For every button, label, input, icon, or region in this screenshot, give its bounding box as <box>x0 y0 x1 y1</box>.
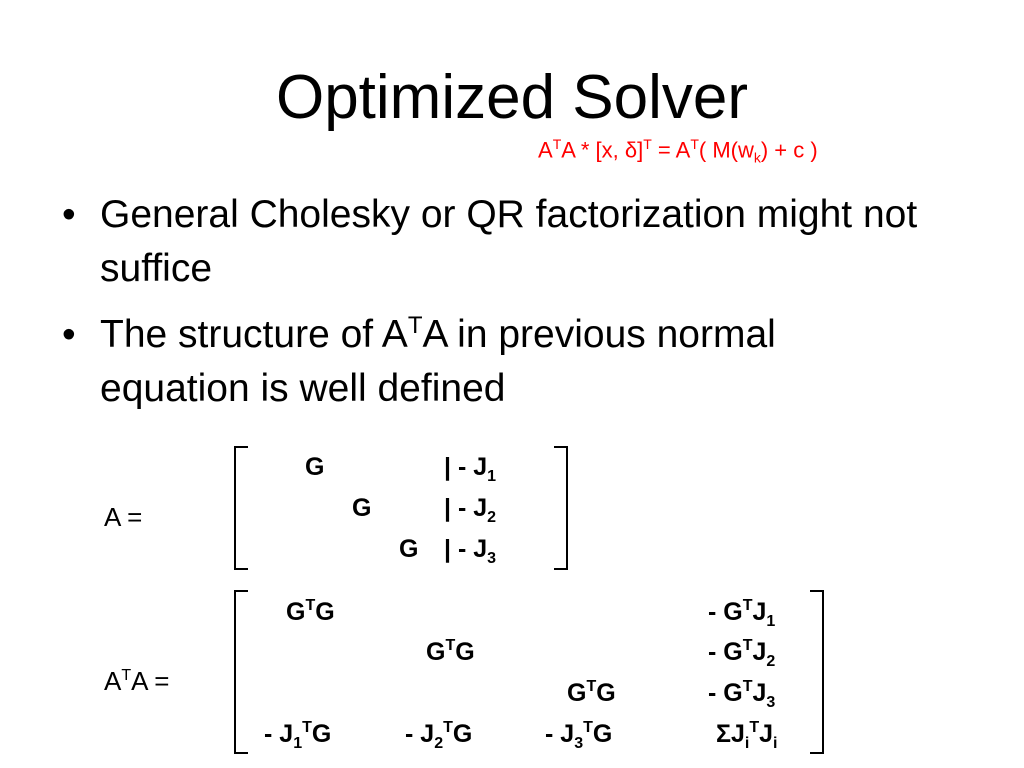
bullet-text: General Cholesky or QR factorization might not suffice <box>100 193 918 290</box>
matrix-ata-cell: $G^TG$ <box>286 597 335 626</box>
bullet-marker: • <box>62 313 76 356</box>
matrix-ata-cell: - $G^TJ_2$ <box>708 637 776 670</box>
matrix-ata-cell: $G^TG$ <box>426 637 475 666</box>
matrix-ata-cell: $\Sigma J_i^TJ_i$ <box>716 719 778 752</box>
matrix-ata-cell: $G^TG$ <box>567 678 616 707</box>
matrix-a-cell: | - $J_1$ <box>444 453 497 485</box>
matrix-ata-cell: - $J_1^TG$ <box>264 719 332 752</box>
matrix-a-left-bracket <box>234 446 248 570</box>
matrix-a-cell: | - $J_3$ <box>444 535 497 567</box>
matrix-ata-cell: - $G^TJ_3$ <box>708 678 776 711</box>
matrix-a-cell: G <box>399 535 419 563</box>
matrix-ata-cell: - $J_2^TG$ <box>405 719 473 752</box>
matrix-a-cell: G <box>305 453 325 481</box>
matrix-a-cell: G <box>352 494 372 522</box>
matrix-a-label: A = <box>104 502 143 532</box>
matrix-ata-left-bracket <box>234 590 248 754</box>
bullet-marker: • <box>62 193 76 236</box>
bullet-text: The structure of $A^TA$ in previous normal equation is well defined <box>100 312 776 410</box>
matrix-ata-right-bracket <box>810 590 824 754</box>
matrix-ata-cell: - $J_3^TG$ <box>545 719 613 752</box>
matrix-a-cell: | - $J_2$ <box>444 494 497 526</box>
matrix-ata-cell: - $G^TJ_1$ <box>708 597 776 630</box>
matrix-a-right-bracket <box>554 446 568 570</box>
normal-equation: $A^TA * [x$, $\delta]^T = A^T$( $M(w_k) + c$ ) <box>538 136 818 166</box>
matrix-ata-label: $A^TA$ = <box>104 666 170 696</box>
slide-title: Optimized Solver <box>275 63 749 132</box>
